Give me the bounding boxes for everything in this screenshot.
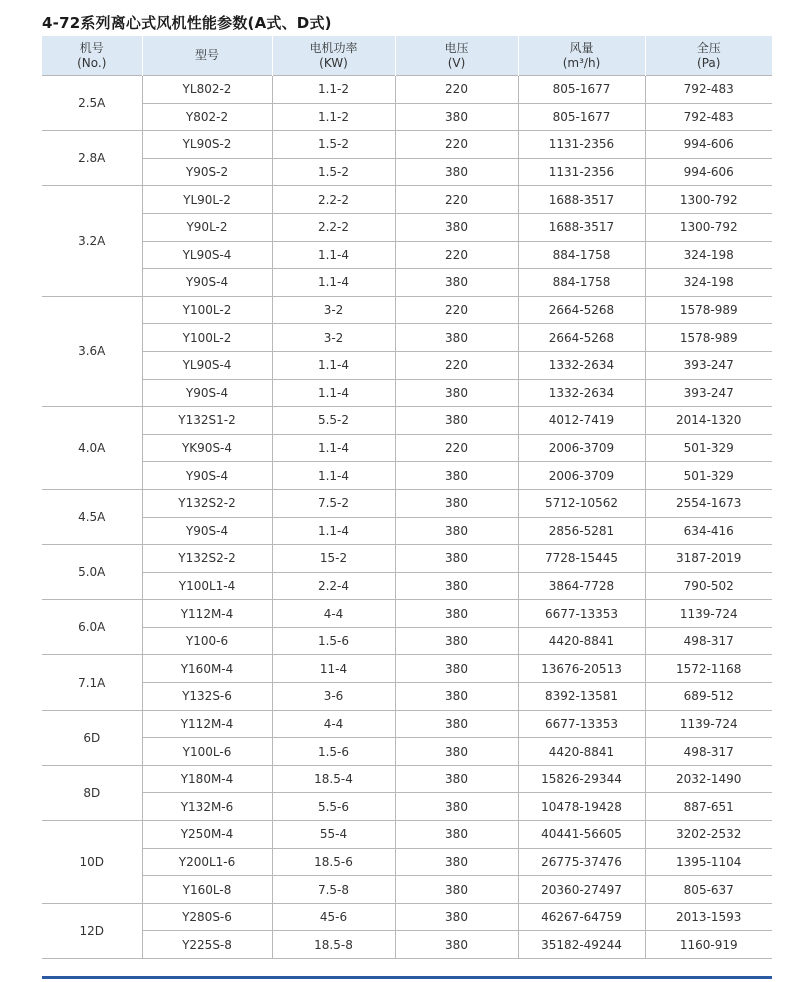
model-cell: Y280S-6 (142, 903, 272, 931)
machine-no-cell: 3.6A (42, 296, 142, 406)
power-cell: 2.2-2 (272, 186, 395, 214)
header-label: 型号 (194, 48, 219, 62)
pressure-cell: 790-502 (645, 572, 772, 600)
airflow-cell: 2006-3709 (518, 434, 645, 462)
header-label: 风量 (569, 40, 594, 55)
power-cell: 1.1-2 (272, 103, 395, 131)
table-row (42, 517, 772, 545)
model-cell: YL90S-4 (142, 351, 272, 379)
table-row (42, 821, 772, 849)
power-cell: 1.1-4 (272, 379, 395, 407)
table-row (42, 103, 772, 131)
model-cell: YL90S-4 (142, 241, 272, 269)
table-row (42, 407, 772, 435)
table-row (42, 462, 772, 490)
model-cell: Y160M-4 (142, 655, 272, 683)
model-cell: Y250M-4 (142, 821, 272, 849)
airflow-cell: 4420-8841 (518, 738, 645, 766)
machine-no-cell: 7.1A (42, 655, 142, 710)
machine-no-cell: 4.0A (42, 407, 142, 490)
voltage-cell: 380 (395, 158, 518, 186)
voltage-cell: 380 (395, 213, 518, 241)
header-unit: (m³/h) (562, 55, 601, 70)
airflow-cell: 8392-13581 (518, 683, 645, 711)
pressure-cell: 1139-724 (645, 710, 772, 738)
voltage-cell: 380 (395, 407, 518, 435)
airflow-cell: 3864-7728 (518, 572, 645, 600)
pressure-cell: 498-317 (645, 738, 772, 766)
model-cell: YK90S-4 (142, 434, 272, 462)
power-cell: 3-2 (272, 324, 395, 352)
airflow-cell: 46267-64759 (518, 903, 645, 931)
model-cell: Y132M-6 (142, 793, 272, 821)
pressure-cell: 1578-989 (645, 296, 772, 324)
table-row (42, 627, 772, 655)
voltage-cell: 380 (395, 710, 518, 738)
pressure-cell: 393-247 (645, 351, 772, 379)
voltage-cell: 380 (395, 738, 518, 766)
power-cell: 1.5-6 (272, 627, 395, 655)
pressure-cell: 324-198 (645, 241, 772, 269)
airflow-cell: 805-1677 (518, 103, 645, 131)
power-cell: 4-4 (272, 710, 395, 738)
pressure-cell: 689-512 (645, 683, 772, 711)
header-total-pressure (645, 36, 772, 76)
power-cell: 1.1-4 (272, 462, 395, 490)
model-cell: Y200L1-6 (142, 848, 272, 876)
table-row (42, 765, 772, 793)
airflow-cell: 6677-13353 (518, 710, 645, 738)
voltage-cell: 380 (395, 379, 518, 407)
header-unit: (Pa) (697, 55, 721, 70)
header-voltage (395, 36, 518, 76)
table-row (42, 351, 772, 379)
airflow-cell: 805-1677 (518, 76, 645, 104)
table-row (42, 131, 772, 159)
power-cell: 2.2-4 (272, 572, 395, 600)
machine-no-cell: 10D (42, 821, 142, 904)
table-row (42, 848, 772, 876)
power-cell: 3-6 (272, 683, 395, 711)
model-cell: Y100L-2 (142, 296, 272, 324)
voltage-cell: 380 (395, 793, 518, 821)
power-cell: 18.5-8 (272, 931, 395, 959)
header-machine-no (42, 36, 142, 76)
voltage-cell: 380 (395, 324, 518, 352)
machine-no-cell: 6D (42, 710, 142, 765)
model-cell: Y90L-2 (142, 213, 272, 241)
pressure-cell: 994-606 (645, 131, 772, 159)
airflow-cell: 13676-20513 (518, 655, 645, 683)
power-cell: 3-2 (272, 296, 395, 324)
power-cell: 2.2-2 (272, 213, 395, 241)
table-row (42, 241, 772, 269)
power-cell: 7.5-2 (272, 489, 395, 517)
airflow-cell: 1688-3517 (518, 213, 645, 241)
table-row (42, 213, 772, 241)
airflow-cell: 1332-2634 (518, 379, 645, 407)
model-cell: YL90S-2 (142, 131, 272, 159)
pressure-cell: 792-483 (645, 76, 772, 104)
table-row (42, 76, 772, 104)
pressure-cell: 634-416 (645, 517, 772, 545)
power-cell: 55-4 (272, 821, 395, 849)
voltage-cell: 380 (395, 683, 518, 711)
fan-performance-table (42, 36, 772, 959)
pressure-cell: 2014-1320 (645, 407, 772, 435)
power-cell: 11-4 (272, 655, 395, 683)
machine-no-cell: 12D (42, 903, 142, 958)
airflow-cell: 7728-15445 (518, 545, 645, 573)
header-airflow (518, 36, 645, 76)
model-cell: Y132S2-2 (142, 545, 272, 573)
airflow-cell: 4012-7419 (518, 407, 645, 435)
header-unit: (No.) (77, 55, 107, 70)
airflow-cell: 1131-2356 (518, 158, 645, 186)
pressure-cell: 501-329 (645, 434, 772, 462)
power-cell: 4-4 (272, 600, 395, 628)
header-label: 电压 (444, 40, 469, 55)
power-cell: 1.1-2 (272, 76, 395, 104)
header-label: 电机功率 (309, 40, 358, 55)
pressure-cell: 2554-1673 (645, 489, 772, 517)
model-cell: Y100L-6 (142, 738, 272, 766)
header-label: 全压 (696, 40, 721, 55)
model-cell: Y90S-4 (142, 379, 272, 407)
voltage-cell: 380 (395, 489, 518, 517)
voltage-cell: 380 (395, 627, 518, 655)
airflow-cell: 5712-10562 (518, 489, 645, 517)
page-title: 4-72系列离心式风机性能参数(A式、D式) (42, 14, 332, 32)
airflow-cell: 2006-3709 (518, 462, 645, 490)
table-row (42, 600, 772, 628)
table-row (42, 903, 772, 931)
table-row (42, 489, 772, 517)
airflow-cell: 4420-8841 (518, 627, 645, 655)
table-row (42, 434, 772, 462)
pressure-cell: 2032-1490 (645, 765, 772, 793)
model-cell: Y100-6 (142, 627, 272, 655)
airflow-cell: 6677-13353 (518, 600, 645, 628)
pressure-cell: 994-606 (645, 158, 772, 186)
footer-divider (42, 976, 772, 979)
table-header-row (42, 36, 772, 76)
power-cell: 45-6 (272, 903, 395, 931)
power-cell: 1.1-4 (272, 434, 395, 462)
pressure-cell: 1578-989 (645, 324, 772, 352)
voltage-cell: 380 (395, 765, 518, 793)
model-cell: Y100L1-4 (142, 572, 272, 600)
voltage-cell: 380 (395, 655, 518, 683)
table-row (42, 683, 772, 711)
model-cell: Y802-2 (142, 103, 272, 131)
voltage-cell: 380 (395, 517, 518, 545)
airflow-cell: 2664-5268 (518, 324, 645, 352)
voltage-cell: 220 (395, 186, 518, 214)
table-row (42, 379, 772, 407)
pressure-cell: 3187-2019 (645, 545, 772, 573)
airflow-cell: 884-1758 (518, 241, 645, 269)
model-cell: Y90S-4 (142, 517, 272, 545)
pressure-cell: 324-198 (645, 269, 772, 297)
pressure-cell: 1300-792 (645, 186, 772, 214)
voltage-cell: 380 (395, 931, 518, 959)
header-unit: (V) (447, 55, 466, 70)
airflow-cell: 2664-5268 (518, 296, 645, 324)
model-cell: YL90L-2 (142, 186, 272, 214)
pressure-cell: 393-247 (645, 379, 772, 407)
voltage-cell: 380 (395, 821, 518, 849)
model-cell: Y180M-4 (142, 765, 272, 793)
header-label: 机号 (79, 40, 104, 55)
voltage-cell: 380 (395, 600, 518, 628)
pressure-cell: 501-329 (645, 462, 772, 490)
power-cell: 5.5-2 (272, 407, 395, 435)
table-row (42, 296, 772, 324)
pressure-cell: 3202-2532 (645, 821, 772, 849)
voltage-cell: 220 (395, 296, 518, 324)
airflow-cell: 26775-37476 (518, 848, 645, 876)
power-cell: 1.5-2 (272, 158, 395, 186)
header-model (142, 36, 272, 76)
voltage-cell: 220 (395, 76, 518, 104)
machine-no-cell: 8D (42, 765, 142, 820)
power-cell: 1.5-6 (272, 738, 395, 766)
airflow-cell: 884-1758 (518, 269, 645, 297)
table-row (42, 545, 772, 573)
pressure-cell: 792-483 (645, 103, 772, 131)
machine-no-cell: 4.5A (42, 489, 142, 544)
machine-no-cell: 3.2A (42, 186, 142, 296)
model-cell: Y112M-4 (142, 600, 272, 628)
table-row (42, 793, 772, 821)
voltage-cell: 380 (395, 876, 518, 904)
model-cell: Y112M-4 (142, 710, 272, 738)
airflow-cell: 15826-29344 (518, 765, 645, 793)
model-cell: Y132S2-2 (142, 489, 272, 517)
model-cell: YL802-2 (142, 76, 272, 104)
power-cell: 5.5-6 (272, 793, 395, 821)
table-row (42, 738, 772, 766)
voltage-cell: 220 (395, 131, 518, 159)
header-unit: (KW) (319, 55, 348, 70)
pressure-cell: 1300-792 (645, 213, 772, 241)
model-cell: Y132S-6 (142, 683, 272, 711)
model-cell: Y90S-4 (142, 269, 272, 297)
power-cell: 15-2 (272, 545, 395, 573)
airflow-cell: 1332-2634 (518, 351, 645, 379)
voltage-cell: 220 (395, 434, 518, 462)
voltage-cell: 220 (395, 351, 518, 379)
header-motor-power (272, 36, 395, 76)
airflow-cell: 35182-49244 (518, 931, 645, 959)
machine-no-cell: 2.8A (42, 131, 142, 186)
table-row (42, 324, 772, 352)
airflow-cell: 20360-27497 (518, 876, 645, 904)
pressure-cell: 887-651 (645, 793, 772, 821)
airflow-cell: 1131-2356 (518, 131, 645, 159)
voltage-cell: 380 (395, 572, 518, 600)
airflow-cell: 40441-56605 (518, 821, 645, 849)
pressure-cell: 2013-1593 (645, 903, 772, 931)
pressure-cell: 805-637 (645, 876, 772, 904)
table-body (42, 76, 772, 959)
machine-no-cell: 5.0A (42, 545, 142, 600)
power-cell: 18.5-4 (272, 765, 395, 793)
voltage-cell: 380 (395, 545, 518, 573)
voltage-cell: 380 (395, 103, 518, 131)
model-cell: Y132S1-2 (142, 407, 272, 435)
voltage-cell: 380 (395, 462, 518, 490)
power-cell: 1.5-2 (272, 131, 395, 159)
pressure-cell: 1160-919 (645, 931, 772, 959)
power-cell: 1.1-4 (272, 517, 395, 545)
model-cell: Y225S-8 (142, 931, 272, 959)
table-row (42, 876, 772, 904)
airflow-cell: 1688-3517 (518, 186, 645, 214)
table-row (42, 655, 772, 683)
power-cell: 1.1-4 (272, 269, 395, 297)
table-row (42, 710, 772, 738)
pressure-cell: 498-317 (645, 627, 772, 655)
table-row (42, 186, 772, 214)
power-cell: 1.1-4 (272, 241, 395, 269)
machine-no-cell: 2.5A (42, 76, 142, 131)
power-cell: 18.5-6 (272, 848, 395, 876)
voltage-cell: 380 (395, 848, 518, 876)
pressure-cell: 1139-724 (645, 600, 772, 628)
table-row (42, 572, 772, 600)
power-cell: 7.5-8 (272, 876, 395, 904)
voltage-cell: 220 (395, 241, 518, 269)
table-row (42, 158, 772, 186)
pressure-cell: 1395-1104 (645, 848, 772, 876)
model-cell: Y90S-2 (142, 158, 272, 186)
table-row (42, 931, 772, 959)
table-row (42, 269, 772, 297)
model-cell: Y90S-4 (142, 462, 272, 490)
pressure-cell: 1572-1168 (645, 655, 772, 683)
model-cell: Y100L-2 (142, 324, 272, 352)
model-cell: Y160L-8 (142, 876, 272, 904)
power-cell: 1.1-4 (272, 351, 395, 379)
voltage-cell: 380 (395, 269, 518, 297)
voltage-cell: 380 (395, 903, 518, 931)
airflow-cell: 2856-5281 (518, 517, 645, 545)
airflow-cell: 10478-19428 (518, 793, 645, 821)
machine-no-cell: 6.0A (42, 600, 142, 655)
